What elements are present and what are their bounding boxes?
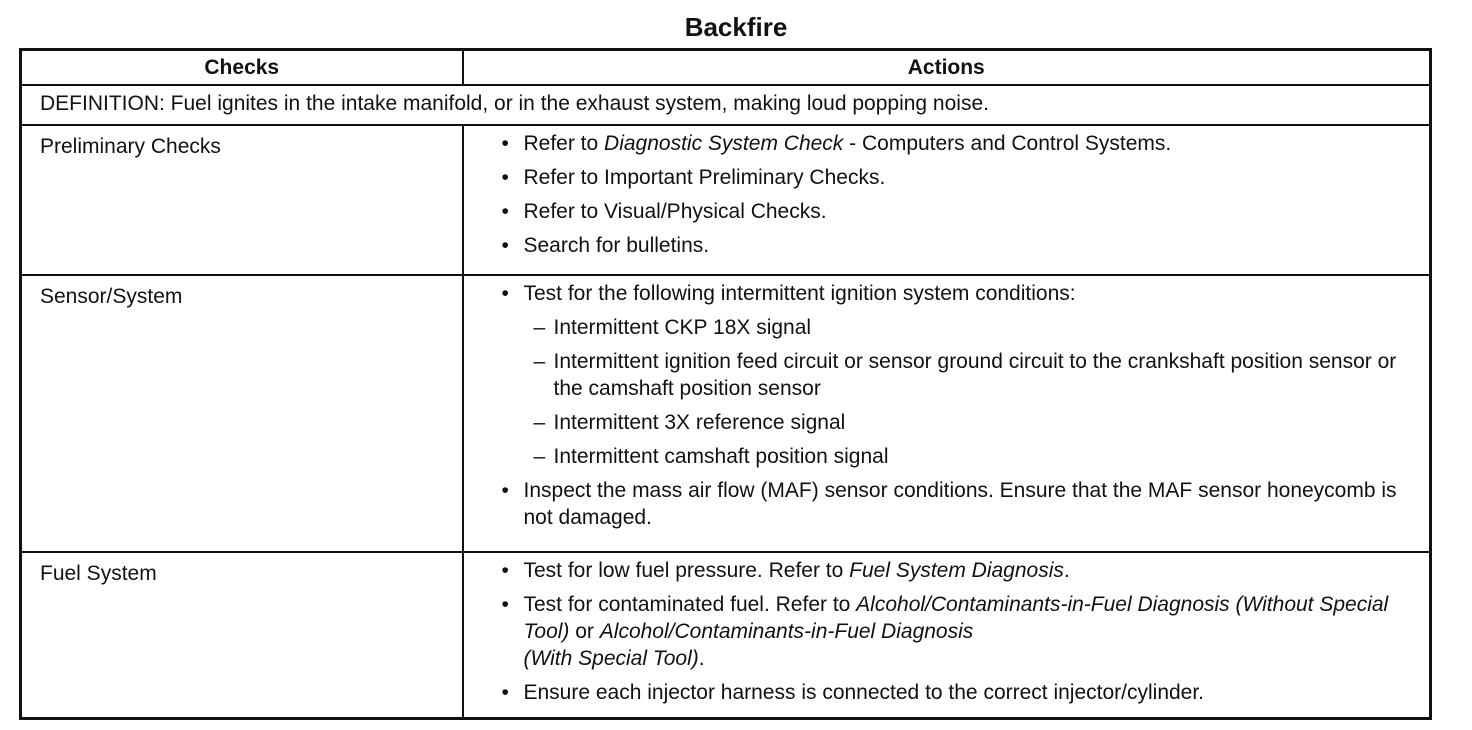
action-item: • Refer to Visual/Physical Checks. <box>500 198 1410 225</box>
table-header-row <box>21 50 1431 86</box>
action-item <box>500 280 1410 470</box>
actions-column-header: Actions <box>463 50 1431 86</box>
action-text: or <box>569 620 600 643</box>
doc-reference: (With Special Tool) <box>523 647 699 670</box>
actions-fuel-system <box>463 552 1431 719</box>
action-text: Refer to <box>523 132 605 155</box>
action-item <box>500 130 1410 157</box>
sub-item: – Intermittent CKP 18X signal <box>524 314 1410 341</box>
action-text: Test for the following intermittent ignition system conditions: <box>523 282 1076 305</box>
action-text: . <box>698 647 705 670</box>
action-text: Test for low fuel pressure. Refer to <box>523 559 850 582</box>
action-item <box>500 557 1410 584</box>
actions-sensor-system <box>463 275 1431 552</box>
action-item <box>500 591 1410 672</box>
doc-reference: Alcohol/Contaminants-in-Fuel Diagnosis (Without Special Tool) <box>523 593 1389 643</box>
doc-reference: Alcohol/Contaminants-in-Fuel Diagnosis <box>599 620 974 643</box>
checks-column-header: Checks <box>21 50 463 86</box>
action-item: • Ensure each injector harness is connected to the correct injector/cylinder. <box>500 679 1410 706</box>
action-item: • Inspect the mass air flow (MAF) sensor conditions. Ensure that the MAF sensor honeycomb is not damaged. <box>500 477 1410 531</box>
definition-row <box>21 85 1431 125</box>
sub-item: – Intermittent 3X reference signal <box>524 409 1410 436</box>
action-item: • Search for bulletins. <box>500 232 1410 259</box>
action-text: - Computers and Control Systems. <box>843 132 1172 155</box>
actions-preliminary <box>463 125 1431 275</box>
doc-reference: Fuel System Diagnosis <box>849 559 1064 582</box>
check-preliminary: Preliminary Checks <box>21 125 463 275</box>
check-sensor-system: Sensor/System <box>21 275 463 552</box>
action-item: • Refer to Important Preliminary Checks. <box>500 164 1410 191</box>
table-row <box>21 275 1431 552</box>
check-fuel-system: Fuel System <box>21 552 463 719</box>
diagnostic-table <box>19 48 1432 720</box>
sub-item: – Intermittent ignition feed circuit or sensor ground circuit to the crankshaft position sensor or the camshaft position sensor <box>524 348 1410 402</box>
page-title: Backfire <box>684 12 788 42</box>
action-text: Test for contaminated fuel. Refer to <box>523 593 857 616</box>
table-row <box>21 552 1431 719</box>
action-text: . <box>1063 559 1070 582</box>
doc-reference: Diagnostic System Check <box>604 132 844 155</box>
sub-item: – Intermittent camshaft position signal <box>524 443 1410 470</box>
definition-text: DEFINITION: Fuel ignites in the intake manifold, or in the exhaust system, making loud popping noise. <box>21 85 1431 125</box>
table-row <box>21 125 1431 275</box>
